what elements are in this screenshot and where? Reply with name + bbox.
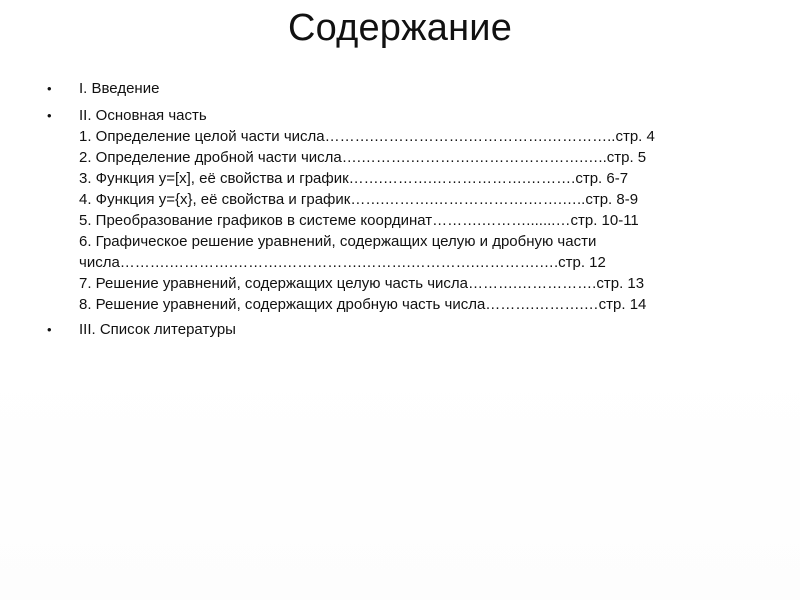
- toc-subitem: числа……….………….……….…………….……….………….………….….стр. 12: [79, 254, 606, 271]
- bullet-icon: •: [47, 322, 52, 337]
- toc-subitem: 7. Решение уравнений, содержащих целую часть числа……….…………….стр. 13: [79, 275, 645, 292]
- toc-subitem: 5. Преобразование графиков в системе координат……….……….......…стр. 10-11: [79, 212, 639, 229]
- toc-item-introduction: [47, 78, 767, 99]
- toc-subitem-list: [47, 126, 767, 315]
- toc-subitem: 1. Определение целой части числа……….……………….…………….…………..стр. 4: [79, 128, 655, 145]
- toc-subitem: 3. Функция y=[x], её свойства и график…….……….……………….……….стр. 6-7: [79, 170, 629, 187]
- toc-item-label: I. Введение: [79, 80, 160, 97]
- slide-title: Содержание: [287, 7, 513, 49]
- toc-subitem: 8. Решение уравнений, содержащих дробную часть числа……….……….…стр. 14: [79, 296, 647, 313]
- toc-item-label: II. Основная часть: [79, 107, 207, 124]
- bullet-icon: •: [47, 108, 52, 123]
- bullet-icon: •: [47, 81, 52, 96]
- table-of-contents: [47, 78, 767, 340]
- toc-subitem: 4. Функция y={x}, её свойства и график…….……….……………….…….…..стр. 8-9: [79, 191, 639, 208]
- toc-item-bibliography: [47, 319, 767, 340]
- toc-subitem: 2. Определение дробной части числа….……….………….………………….…..стр. 5: [79, 149, 647, 166]
- toc-subitem: 6. Графическое решение уравнений, содержащих целую и дробную части: [79, 233, 597, 250]
- toc-item-label: III. Список литературы: [79, 321, 236, 338]
- toc-item-main-part: [47, 105, 767, 126]
